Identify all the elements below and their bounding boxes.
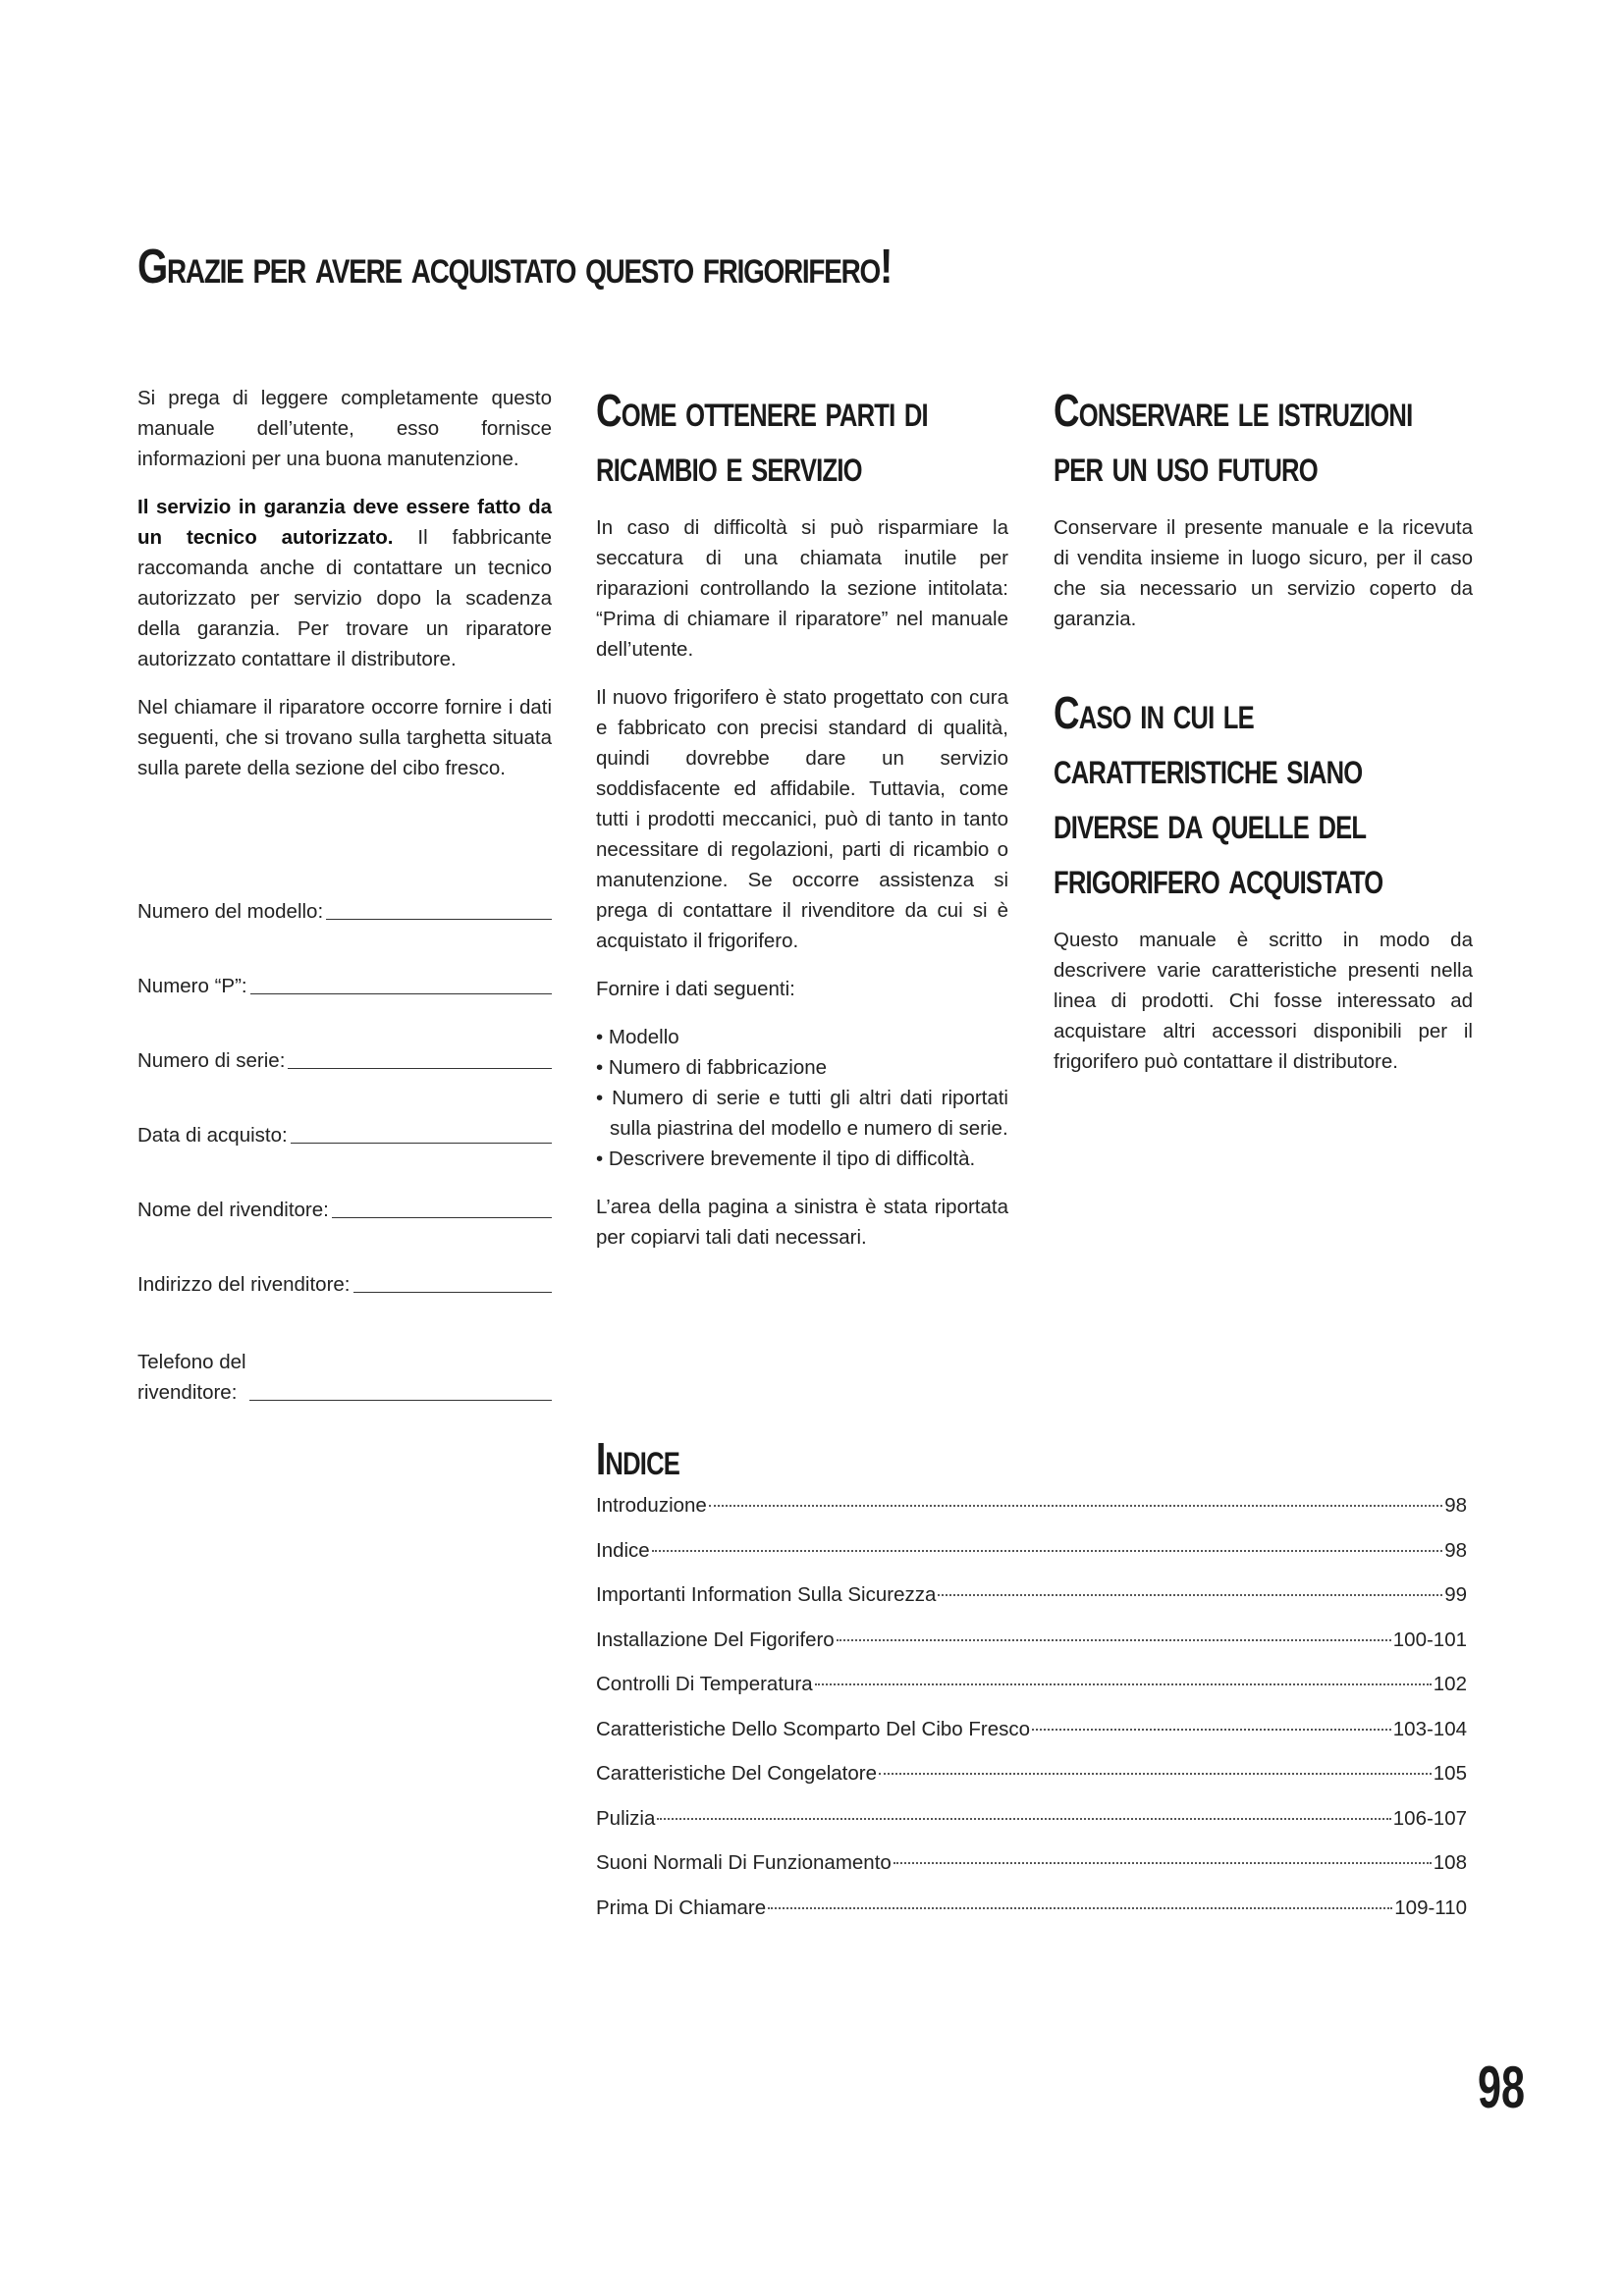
intro-column [137, 383, 552, 801]
toc-page: 100-101 [1392, 1628, 1467, 1651]
dealer-phone-label [137, 1347, 246, 1408]
toc-label: Importanti Information Sulla Sicurezza [596, 1583, 937, 1606]
keep-heading-line2: per un uso futuro [1054, 440, 1318, 491]
toc-row[interactable] [596, 1896, 1467, 1942]
dealer-phone-label-line2: rivenditore: [137, 1381, 238, 1404]
toc-label: Pulizia [596, 1806, 656, 1830]
service-heading [596, 383, 1025, 493]
toc-page: 98 [1444, 1494, 1467, 1517]
toc-leader-dots [815, 1683, 1432, 1685]
service-paragraph-4: L’area della pagina a sinistra è stata riportata per copiarvi tali dati necessari. [596, 1196, 1008, 1249]
intro-paragraph-1: Si prega di leggere completamente questo manuale dell’utente, esso fornisce informazioni per una buona manutenzione. [137, 387, 552, 470]
features-heading-line3: diverse da quelle del [1054, 797, 1367, 848]
p-number-field[interactable] [137, 927, 552, 1001]
toc-page: 105 [1433, 1762, 1467, 1785]
toc-row[interactable] [596, 1851, 1467, 1896]
toc-page: 98 [1444, 1538, 1467, 1562]
toc-label: Indice [596, 1538, 650, 1562]
serial-number-line [288, 1068, 552, 1069]
toc-row[interactable] [596, 1762, 1467, 1807]
keep-instructions-paragraph: Conservare il presente manuale e la ricevuta di vendita insieme in luogo sicuro, per il caso che sia necessario un servizio coperto da garanzia. [1054, 516, 1473, 630]
toc-page: 106-107 [1392, 1806, 1467, 1830]
dealer-name-label: Nome del rivenditore: [137, 1199, 329, 1221]
toc-list [596, 1494, 1467, 1941]
toc-page: 108 [1433, 1851, 1467, 1874]
toc-row[interactable] [596, 1629, 1467, 1674]
toc-row[interactable] [596, 1673, 1467, 1718]
owner-record-form [137, 852, 552, 1408]
intro-paragraph-2 [137, 492, 552, 674]
toc-leader-dots [837, 1639, 1391, 1641]
purchase-date-line [291, 1143, 552, 1144]
dealer-address-label: Indirizzo del rivenditore: [137, 1273, 351, 1296]
toc-page: 102 [1433, 1673, 1467, 1695]
features-heading-line4: frigorifero acquistato [1054, 852, 1383, 903]
purchase-date-label: Data di acquisto: [137, 1124, 288, 1147]
service-heading-line2: ricambio e servizio [596, 440, 862, 491]
model-number-label: Numero del modello: [137, 900, 324, 923]
toc-label: Controlli Di Temperatura [596, 1673, 813, 1695]
dealer-phone-field[interactable] [137, 1300, 552, 1408]
toc-label: Caratteristiche Del Congelatore [596, 1762, 877, 1785]
toc-leader-dots [1032, 1729, 1391, 1731]
warranty-notice: Il servizio in garanzia deve essere fatto da un tecnico autorizzato. [137, 496, 552, 549]
toc-row[interactable] [596, 1539, 1467, 1584]
features-heading [1054, 685, 1489, 905]
service-paragraph-3: Fornire i dati seguenti: [596, 978, 795, 1000]
toc-row[interactable] [596, 1494, 1467, 1539]
features-paragraph: Questo manuale è scritto in modo da descrivere varie caratteristiche presenti nella linea di prodotti. Chi fosse interessato ad acquistare altri accessori disponibili per il frigorifero può contattare il distributore. [1054, 929, 1473, 1073]
p-number-label: Numero “P”: [137, 975, 247, 997]
page-number: 98 [1478, 2055, 1526, 2120]
toc-label: Suoni Normali Di Funzionamento [596, 1851, 892, 1874]
toc-leader-dots [879, 1773, 1432, 1775]
service-paragraph-2: Il nuovo frigorifero è stato progettato con cura e fabbricato con precisi standard di qualità, quindi dovrebbe dare un servizio soddisfacente ed affidabile. Tuttavia, come tutti i prodotti meccanici, può di tanto in tanto necessitare di regolazioni, parti di ricambio o manutenzione. Se occorre assistenza si prega di contattare il rivenditore da cui si è acquistato il frigorifero. [596, 686, 1008, 952]
toc-label: Prima Di Chiamare [596, 1896, 767, 1919]
purchase-date-field[interactable] [137, 1076, 552, 1150]
right-column [1054, 383, 1473, 1095]
keep-heading-line1: Conservare le istruzioni [1054, 385, 1413, 436]
model-number-field[interactable] [137, 852, 552, 927]
p-number-line [250, 993, 552, 994]
serial-number-field[interactable] [137, 1001, 552, 1076]
dealer-phone-line [249, 1400, 552, 1401]
toc-label: Introduzione [596, 1494, 707, 1517]
list-item: • Modello [596, 1026, 679, 1048]
features-heading-line1: Caso in cui le [1054, 687, 1254, 738]
toc-leader-dots [893, 1862, 1432, 1864]
list-item: • Numero di serie e tutti gli altri dati riportati sulla piastrina del modello e numero di serie. [596, 1087, 1008, 1140]
list-item: • Descrivere brevemente il tipo di difficoltà. [596, 1148, 976, 1170]
toc-row[interactable] [596, 1718, 1467, 1763]
toc-page: 103-104 [1392, 1717, 1467, 1740]
toc-page: 109-110 [1394, 1896, 1467, 1919]
service-heading-line1: Come ottenere parti di [596, 385, 928, 436]
list-item: • Numero di fabbricazione [596, 1056, 828, 1079]
toc-leader-dots [657, 1818, 1390, 1820]
toc-leader-dots [768, 1907, 1392, 1909]
service-data-list [596, 1022, 1008, 1174]
index-heading: Indice [596, 1433, 680, 1484]
service-paragraph-1: In caso di difficoltà si può risparmiare la seccatura di una chiamata inutile per riparazioni controllando la sezione intitolata: “Prima di chiamare il riparatore” nel manuale dell’utente. [596, 516, 1008, 661]
keep-instructions-heading [1054, 383, 1489, 493]
toc-label: Installazione Del Figorifero [596, 1628, 835, 1651]
toc-label: Caratteristiche Dello Scomparto Del Cibo Fresco [596, 1717, 1031, 1740]
toc-leader-dots [709, 1505, 1442, 1507]
features-heading-line2: caratteristiche siano [1054, 742, 1363, 793]
table-of-contents [596, 1431, 1467, 1941]
dealer-name-line [332, 1217, 552, 1218]
dealer-name-field[interactable] [137, 1150, 552, 1225]
toc-row[interactable] [596, 1583, 1467, 1629]
toc-leader-dots [652, 1550, 1442, 1552]
intro-paragraph-3: Nel chiamare il riparatore occorre fornire i dati seguenti, che si trovano sulla targhetta situata sulla parete della sezione del cibo fresco. [137, 696, 552, 779]
dealer-address-field[interactable] [137, 1225, 552, 1300]
toc-row[interactable] [596, 1807, 1467, 1852]
model-number-line [326, 919, 552, 920]
serial-number-label: Numero di serie: [137, 1049, 286, 1072]
page-title: Grazie per avere acquistato questo frigorifero! [137, 240, 893, 294]
toc-page: 99 [1444, 1583, 1467, 1606]
service-column [596, 383, 1008, 1270]
toc-leader-dots [938, 1594, 1442, 1596]
dealer-phone-label-line1: Telefono del [137, 1351, 246, 1373]
warranty-notice-rest: Il fabbricante raccomanda anche di contattare un tecnico autorizzato per servizio dopo la scadenza della garanzia. Per trovare un riparatore autorizzato contattare il distributore. [137, 526, 552, 670]
dealer-address-line [353, 1292, 553, 1293]
